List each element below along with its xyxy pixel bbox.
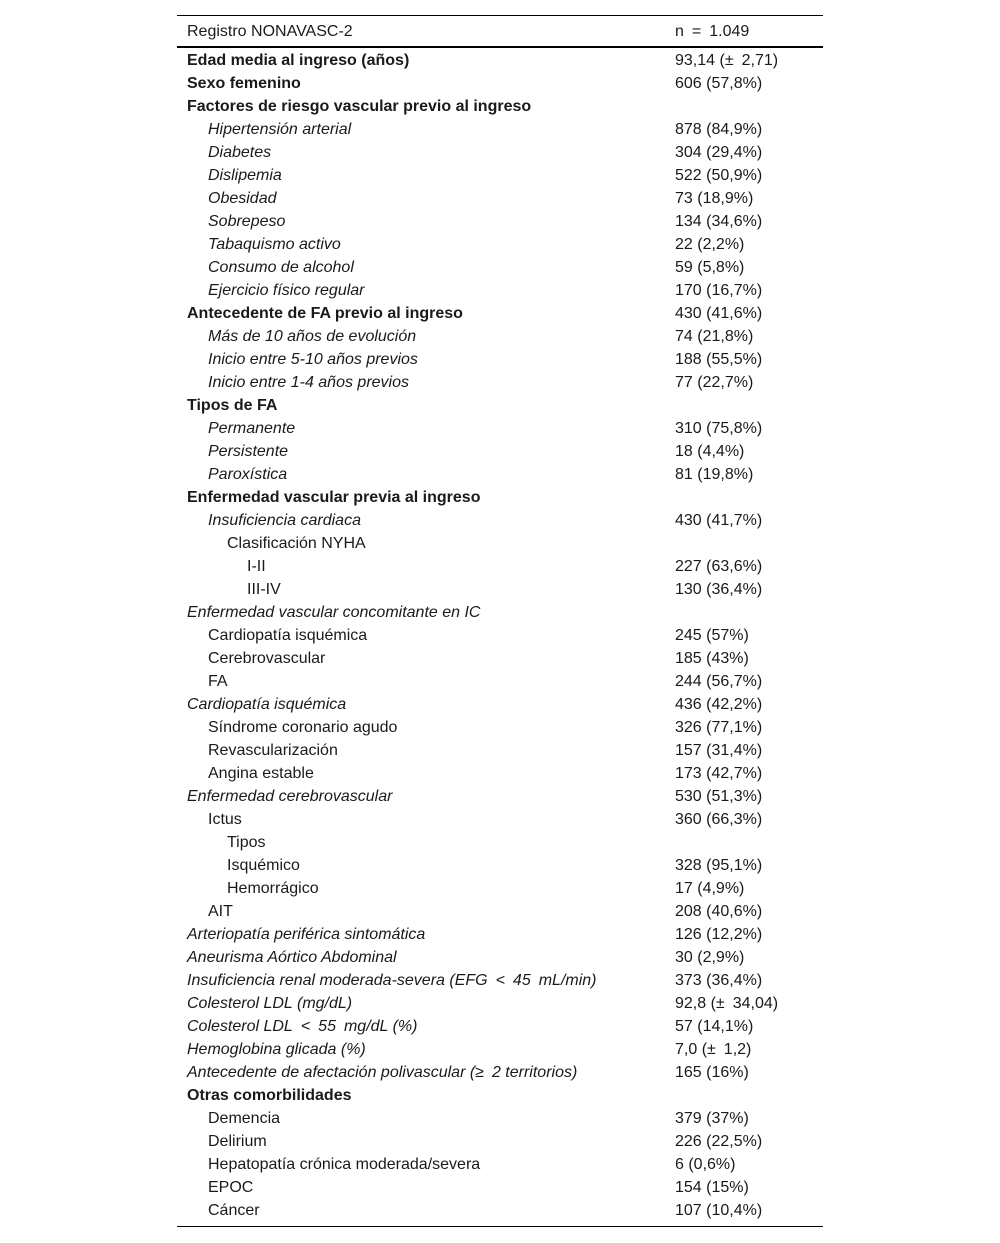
row-value: 188 (55,5%) [675,351,763,368]
row-label: Cardiopatía isquémica [208,627,368,644]
table-header-rule [177,46,823,48]
row-value: 92,8 (± 34,04) [675,995,779,1012]
table-row [177,371,823,394]
row-value: 93,14 (± 2,71) [675,52,779,69]
row-value: 245 (57%) [675,627,749,644]
row-label: Tipos [227,834,266,851]
row-label: Dislipemia [208,167,282,184]
row-value: 134 (34,6%) [675,213,763,230]
row-value: 17 (4,9%) [675,880,745,897]
table-row [177,647,823,670]
row-value: 30 (2,9%) [675,949,745,966]
table-row [177,831,823,854]
table-row [177,969,823,992]
row-label: Inicio entre 5-10 años previos [208,351,418,368]
row-label: Factores de riesgo vascular previo al ingreso [187,98,532,115]
row-value: 154 (15%) [675,1179,749,1196]
row-label: Otras comorbilidades [187,1087,352,1104]
table-row [177,1130,823,1153]
row-label: Enfermedad vascular concomitante en IC [187,604,481,621]
table-row [177,141,823,164]
row-label: Permanente [208,420,296,437]
row-value: 310 (75,8%) [675,420,763,437]
table-row [177,1176,823,1199]
row-label: Persistente [208,443,289,460]
row-label: Delirium [208,1133,267,1150]
row-value: 107 (10,4%) [675,1202,763,1219]
row-value: 326 (77,1%) [675,719,763,736]
row-value: 606 (57,8%) [675,75,763,92]
row-value: 22 (2,2%) [675,236,745,253]
row-label: Cardiopatía isquémica [187,696,347,713]
row-label: Sobrepeso [208,213,286,230]
table-row [177,670,823,693]
row-label: Cerebrovascular [208,650,326,667]
table-row [177,463,823,486]
row-value: 430 (41,7%) [675,512,763,529]
row-value: 130 (36,4%) [675,581,763,598]
row-label: Hepatopatía crónica moderada/severa [208,1156,481,1173]
row-label: Obesidad [208,190,277,207]
row-value: 170 (16,7%) [675,282,763,299]
row-value: 6 (0,6%) [675,1156,736,1173]
table-header-row [177,20,823,43]
table-row [177,1061,823,1084]
row-label: Antecedente de FA previo al ingreso [187,305,463,322]
table-row [177,49,823,72]
row-value: 373 (36,4%) [675,972,763,989]
row-value: 226 (22,5%) [675,1133,763,1150]
row-label: Enfermedad cerebrovascular [187,788,393,805]
row-value: 73 (18,9%) [675,190,754,207]
header-label: Registro NONAVASC-2 [187,23,353,40]
table-row [177,877,823,900]
row-value: 126 (12,2%) [675,926,763,943]
table-row [177,509,823,532]
table-row [177,486,823,509]
row-label: Edad media al ingreso (años) [187,52,410,69]
table-row [177,118,823,141]
row-value: 379 (37%) [675,1110,749,1127]
row-value: 77 (22,7%) [675,374,754,391]
row-value: 530 (51,3%) [675,788,763,805]
row-value: 157 (31,4%) [675,742,763,759]
row-label: Tipos de FA [187,397,278,414]
table-row [177,95,823,118]
table-row [177,578,823,601]
table-row [177,555,823,578]
row-label: Angina estable [208,765,314,782]
row-label: Aneurisma Aórtico Abdominal [187,949,397,966]
row-label: Diabetes [208,144,272,161]
table-row [177,440,823,463]
table-row [177,900,823,923]
table-row [177,1153,823,1176]
row-value: 360 (66,3%) [675,811,763,828]
table-top-rule [177,15,823,16]
row-value: 185 (43%) [675,650,749,667]
row-value: 328 (95,1%) [675,857,763,874]
row-label: Paroxística [208,466,288,483]
row-label: Hipertensión arterial [208,121,352,138]
row-label: AIT [208,903,233,920]
table-bottom-rule [177,1226,823,1227]
row-label: Sexo femenino [187,75,301,92]
row-label: Cáncer [208,1202,260,1219]
row-label: Isquémico [227,857,300,874]
table-row [177,624,823,647]
row-value: 522 (50,9%) [675,167,763,184]
header-value: n = 1.049 [675,23,750,40]
row-value: 18 (4,4%) [675,443,745,460]
row-label: Hemorrágico [227,880,319,897]
table-row [177,693,823,716]
table-row [177,785,823,808]
row-label: Ejercicio físico regular [208,282,365,299]
table-row [177,762,823,785]
row-label: I-II [247,558,266,575]
table-row [177,279,823,302]
table-row [177,532,823,555]
row-label: Enfermedad vascular previa al ingreso [187,489,481,506]
row-label: Revascularización [208,742,338,759]
row-value: 7,0 (± 1,2) [675,1041,752,1058]
table-row [177,256,823,279]
table-row [177,716,823,739]
row-value: 81 (19,8%) [675,466,754,483]
row-value: 430 (41,6%) [675,305,763,322]
row-label: Demencia [208,1110,281,1127]
row-label: FA [208,673,228,690]
row-label: Arteriopatía periférica sintomática [187,926,426,943]
row-label: Síndrome coronario agudo [208,719,398,736]
row-value: 208 (40,6%) [675,903,763,920]
row-value: 227 (63,6%) [675,558,763,575]
row-label: Antecedente de afectación polivascular (≥ 2 territorios) [187,1064,578,1081]
row-value: 59 (5,8%) [675,259,745,276]
row-label: Más de 10 años de evolución [208,328,417,345]
row-label: III-IV [247,581,281,598]
row-label: Tabaquismo activo [208,236,341,253]
table-row [177,187,823,210]
table-row [177,601,823,624]
table-row [177,946,823,969]
row-label: Colesterol LDL (mg/dL) [187,995,353,1012]
table-row [177,233,823,256]
row-label: Insuficiencia renal moderada-severa (EFG < 45 mL/min) [187,972,597,989]
table-row [177,1015,823,1038]
table-row [177,1107,823,1130]
table-row [177,302,823,325]
row-label: Insuficiencia cardiaca [208,512,361,529]
table-row [177,992,823,1015]
table-row [177,394,823,417]
row-label: Colesterol LDL < 55 mg/dL (%) [187,1018,418,1035]
row-value: 74 (21,8%) [675,328,754,345]
row-value: 304 (29,4%) [675,144,763,161]
row-value: 57 (14,1%) [675,1018,754,1035]
row-value: 165 (16%) [675,1064,749,1081]
table-row [177,325,823,348]
table-row [177,923,823,946]
table-row [177,1084,823,1107]
row-label: Hemoglobina glicada (%) [187,1041,366,1058]
row-value: 173 (42,7%) [675,765,763,782]
table-row [177,808,823,831]
table-row [177,348,823,371]
row-label: EPOC [208,1179,254,1196]
table-row [177,417,823,440]
row-label: Consumo de alcohol [208,259,354,276]
row-value: 436 (42,2%) [675,696,763,713]
table-row [177,739,823,762]
table-row [177,1038,823,1061]
table-row [177,164,823,187]
table-row [177,210,823,233]
table-row [177,1199,823,1222]
row-value: 244 (56,7%) [675,673,763,690]
row-label: Clasificación NYHA [227,535,366,552]
table-row [177,854,823,877]
row-label: Inicio entre 1-4 años previos [208,374,409,391]
row-value: 878 (84,9%) [675,121,763,138]
row-label: Ictus [208,811,242,828]
table-row [177,72,823,95]
